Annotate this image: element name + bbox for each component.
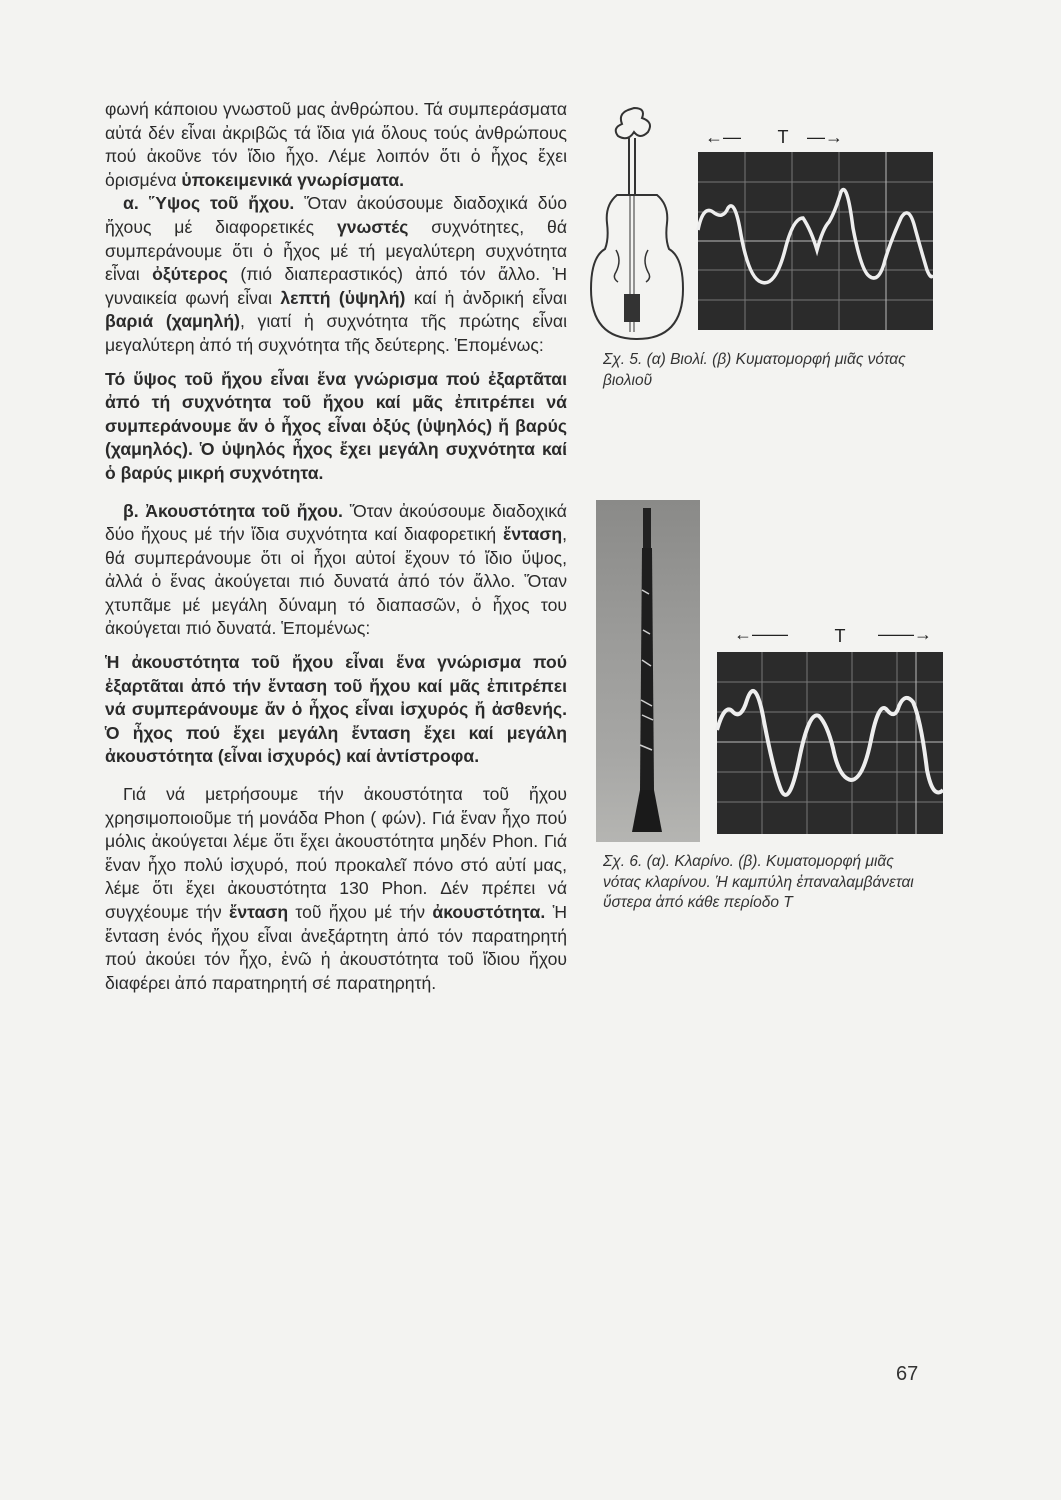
svg-text:——→: ——→: [878, 624, 932, 644]
clarinet-photo: [596, 500, 700, 842]
svg-text:—→: —→: [807, 127, 843, 147]
page-number: 67: [896, 1363, 919, 1385]
fig5-caption: Σχ. 5. (α) Βιολί. (β) Κυματομορφή μιᾶς νότας βιολιοῦ: [603, 351, 906, 389]
paragraph-intro: φωνή κάποιου γνωστοῦ μας ἀνθρώπου. Τά συμπεράσματα αὐτά δέν εἶναι ἀκριβῶς τά ἴδια γιά ὅλους τούς ἀνθρώπους πού ἀκοῦνε τόν ἴδιο ἦχο. Λέμε λοιπόν ὅτι ὁ ἦχος ἔχει ὁρισμένα ὑποκειμενικά γνωρίσματα.: [105, 99, 567, 190]
rule-loudness: Ἡ ἀκουστότητα τοῦ ἤχου εἶναι ἕνα γνώρισμα πού ἐξαρτᾶται ἀπό τήν ἔνταση τοῦ ἤχου καί μᾶς ἐπιτρέπει νά συμπεράνουμε ἄν ὁ ἦχος εἶναι ἰσχυρός ἤ ἀσθενής. Ὁ ἦχος πού ἔχει μεγάλη ἔνταση ἔχει καί μεγάλη ἀκουστότητα (εἶναι ἰσχυρός) καί ἀντίστροφα.: [105, 652, 567, 767]
clarinet-mouthpiece: [643, 508, 651, 548]
svg-text:T: T: [834, 626, 846, 646]
section-heading-loudness: β. Ἀκουστότητα τοῦ ἤχου.: [123, 500, 343, 521]
violin-drawing: [591, 108, 683, 339]
section-heading-pitch: α. Ὕψος τοῦ ἤχου.: [123, 193, 295, 214]
svg-text:T: T: [777, 127, 789, 147]
fig5-period-label: [705, 127, 843, 147]
clarinet-body: [640, 548, 654, 790]
text-column: [105, 98, 567, 995]
paragraph-pitch: α. Ὕψος τοῦ ἤχου. Ὅταν ἀκούσουμε διαδοχικά δύο ἤχους μέ διαφορετικές γνωστές συχνότητες, θά συμπεράνουμε ὅτι ὁ ἦχος μέ τή μεγαλύτερη συχνότητα εἶναι ὀξύτερος (πιό διαπεραστικός) ἀπό τόν ἄλλο. Ἡ γυναικεία φωνή εἶναι λεπτή (ὑψηλή) καί ἡ ἀνδρική εἶναι βαριά (χαμηλή), γιατί ἡ συχνότητα τῆς πρώτης εἶναι μεγαλύτερη ἀπό τή συχνότητα τῆς δεύτερης. Ἑπομένως:: [105, 193, 567, 355]
paragraph-loudness: β. Ἀκουστότητα τοῦ ἤχου. Ὅταν ἀκούσουμε διαδοχικά δύο ἤχους μέ τήν ἴδια συχνότητα καί διαφορετική ἔνταση, θά συμπεράνουμε ὅτι οἱ ἦχοι αὐτοί ἔχουν τό ἴδιο ὕψος, ἀλλά ὁ ἕνας ἀκούγεται πιό δυνατά ἀπό τόν ἄλλο. Ὅταν χτυπᾶμε μέ μεγάλη δύναμη τό διαπασῶν, ὁ ἦχος του ἀκούγεται πιό δυνατά. Ἑπομένως:: [105, 500, 567, 639]
svg-text:←—: ←—: [705, 127, 741, 147]
figure-5: [585, 100, 945, 370]
fig6-period-label: [734, 624, 932, 646]
clarinet-bell: [632, 790, 662, 832]
paragraph-phon: Γιά νά μετρήσουμε τήν ἀκουστότητα τοῦ ἤχου χρησιμοποιοῦμε τή μονάδα Phon ( φών). Γιά ἕναν ἦχο πού μόλις ἀκούγεται λέμε ὅτι ἔχει ἀκουστότητα μηδέν Phon. Γιά ἕναν ἦχο πολύ ἰσχυρό, πού προκαλεῖ πόνο στό αὐτί μας, λέμε ὅτι ἔχει ἀκουστότητα 130 Phon. Δέν πρέπει νά συγχέουμε τήν ἔνταση τοῦ ἤχου μέ τήν ἀκουστότητα. Ἡ ἔνταση ἑνός ἤχου εἶναι ἀνεξάρτητη ἀπό τόν παρατηρητή πού ἀκούει τόν ἦχο, ἐνῶ ἡ ἀκουστότητα τοῦ ἴδιου ἤχου διαφέρει ἀπό παρατηρητή σέ παρατηρητή.: [105, 784, 568, 993]
figure-6-waveform: [715, 620, 945, 840]
rule-pitch: Τό ὕψος τοῦ ἤχου εἶναι ἕνα γνώρισμα πού ἐξαρτᾶται ἀπό τή συχνότητα τοῦ ἤχου καί μᾶς ἐπιτρέπει νά συμπεράνουμε ἄν ὁ ἦχος εἶναι ὀξύς (ὑψηλός) ἤ βαρύς (χαμηλός). Ὁ ὑψηλός ἦχος ἔχει μεγάλη συχνότητα καί ὁ βαρύς μικρή συχνότητα.: [105, 368, 567, 483]
svg-text:←——: ←——: [734, 624, 788, 644]
fig6-caption: Σχ. 6. (α). Κλαρίνο. (β). Κυματομορφή μιᾶς νότας κλαρίνου. Ἡ καμπύλη ἐπαναλαμβάνεται ὕστερα ἀπό κάθε περίοδο T: [603, 853, 914, 911]
